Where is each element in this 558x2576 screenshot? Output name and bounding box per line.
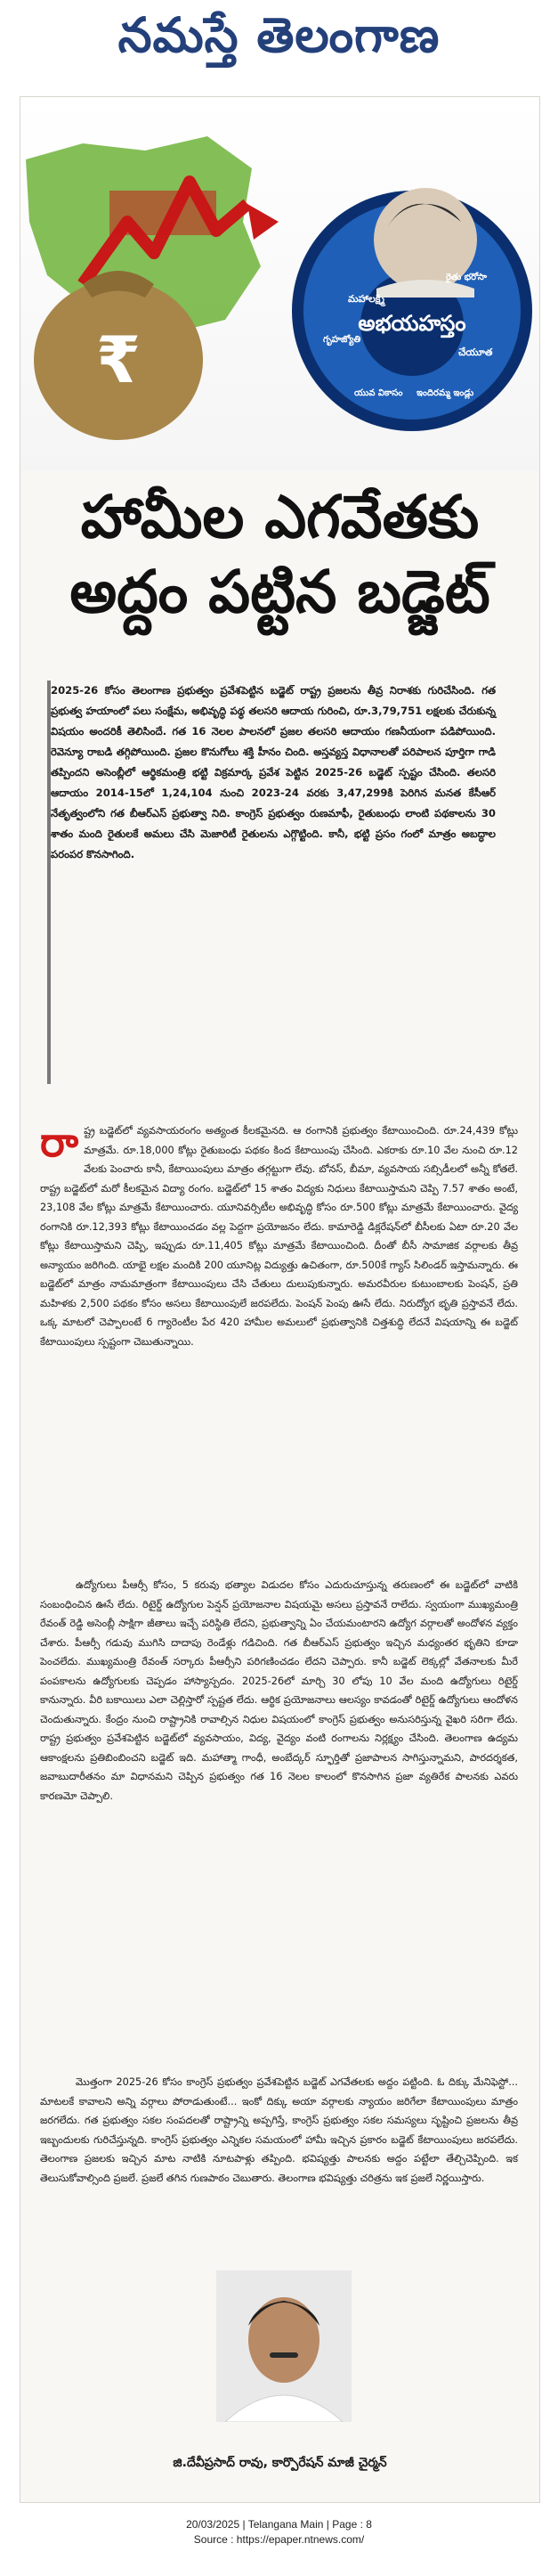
body-paragraph-2: ఉద్యోగులు పీఆర్సీ కోసం, 5 కరువు భత్యాల విడుదల కోసం ఎదురుచూస్తున్న తరుణంలో ఈ బడ్జెట్‌లో వాటికి సంబంధించిన ఊసే లేదు. రిటైర్డ్ ఉద్యోగుల పెన్షన్ ప్రయోజనాల విషయమై అసలు ప్రస్తావనే రాలేదు. స్వయంగా ముఖ్యమంత్రి రేవంత్ రెడ్డి అసెంబ్లీ సాక్షిగా జీతాలు ఇచ్చే పరిస్థితి లేదని, ప్రభుత్వాన్ని ఏం చేయమంటారని ఉద్యోగ వర్గాలతో అందోళన వ్యక్తం చేశారు. పీఆర్సీ గడువు ముగిసి దాదాపు రెండేళ్లు గడిచింది. గత బీఆర్ఎస్ ప్రభుత్వం ఇచ్చిన మధ్యంతర భృతిని కూడా పెంచలేదు. ముఖ్యమంత్రి రేవంత్ సర్కారు పీఆర్సీని పరిగణించడం లేదని చెప్పారు. కానీ బడ్జెట్ లెక్కల్లో వేతనాలకు మీరే పంపకాలను ఉద్యోగులకు చెప్పడం హాస్యాస్పదం. 2025-26లో మార్చి 30 లోపు 10 వేల మంది ఉద్యోగులు రిటైర్డ్ కానున్నారు. వీరి బకాయిలు ఎలా చెల్లిస్తారో స్పష్టత లేదు. ఆర్థిక ప్రయోజనాలు ఆలస్యం కావడంతో రిటైర్డ్ ఉద్యోగులు ఆందోళన చెందుతున్నారు. కేంద్రం నుంచి రాష్ట్రానికి రావాల్సిన నిధుల విషయంలో కాంగ్రెస్ ప్రభుత్వం అనుసరిస్తున్న వైఖరి సరిగా లేదు. రాష్ట్ర ప్రభుత్వం ప్రవేశపెట్టిన బడ్జెట్‌లో వ్యవసాయం, విద్య, వైద్యం వంటి రంగాలను నిర్లక్ష్యం చేసింది. తెలంగాణ ఉద్యమ ఆకాంక్షలను ప్రతిబింబించని బడ్జెట్ ఇది. మహాత్మా గాంధీ, అంబేద్కర్ స్ఫూర్తితో ప్రజాపాలన సాగిస్తున్నామని, పారదర్శకత, జవాబుదారీతనం మా విధానమని చెప్పిన ప్రభుత్వం గత 16 నెలల కాలంలో కొనసాగిన ప్రజా వ్యతిరేక పాలనకు ఎవరు కారణమో చెప్పాలి. bbox=[40, 1579, 518, 1802]
banner-illustration bbox=[20, 97, 539, 471]
body-paragraph-1 bbox=[40, 1118, 518, 1351]
author-byline: జి.దేవీప్రసాద్ రావు, కార్పొరేషన్ మాజీ చైర్మన్ bbox=[173, 2456, 387, 2470]
chart-arrow-head bbox=[247, 204, 279, 240]
newspaper-masthead bbox=[0, 0, 558, 82]
article-banner bbox=[20, 97, 539, 471]
paragraph-1-text: ష్ట్ర బడ్జెట్‌లో వ్యవసాయరంగం అత్యంత కీలకమైనది. ఆ రంగానికి ప్రభుత్వం కేటాయించింది. రూ.24,439 కోట్లు మాత్రమే. రూ.18,000 కోట్లు రైతుబంధు పథకం కింద కేటాయింపు చేసింది. ఎకరాకు రూ.10 వేల నుంచి రూ.12 వేలకు పెంచారు కానీ, కేటాయింపులు మాత్రం తగ్గట్టుగా లేవు. బోనస్, బీమా, వ్యవసాయ సబ్సిడీలలో అన్నీ కోతలే. రాష్ట్ర బడ్జెట్‌లో మరో కీలకమైన విద్యా రంగం. బడ్జెట్‌లో 15 శాతం విద్యకు నిధులు కేటాయిస్తామని చెప్పి 7.57 శాతం అంటే, 23,108 వేల కోట్లు మాత్రమే కేటాయించారు. యూనివర్సిటీల అభివృద్ధి కోసం రూ.500 కోట్లు మాత్రమే కేటాయించారు. వైద్య రంగానికి రూ.12,393 కోట్లు కేటాయించడం వల్ల పెద్దగా ప్రయోజనం లేదు. కామారెడ్డి డిక్లరేషన్‌లో బీసీలకు ఏటా రూ.20 వేల కోట్లు కేటాయిస్తామని చెప్పి, ఇప్పుడు రూ.11,405 కోట్లు మాత్రమే కేటాయించింది. దీంతో బీసీ సామాజిక వర్గాలకు తీవ్ర అన్యాయం జరిగింది. యాభై లక్షల మందికి 200 యూనిట్ల విద్యుత్తు ఉచితంగా, రూ.500కే గ్యాస్ సిలిండర్ ఇస్తామన్నారు. ఈ బడ్జెట్‌లో మాత్రం నామమాత్రంగా కేటాయింపులు చేసి చేతులు దులుపుకున్నారు. అమరవీరుల కుటుంబాలకు పెంషన్, ప్రతి మహిళకు 2,500 పథకం కోసం అసలు కేటాయింపులే జరపలేదు. పెంషన్ పెంపు ఊసే లేదు. నిరుద్యోగ భృతి ప్రస్తావనే లేదు. ఒక్క మాటలో చెప్పాలంటే 6 గ్యారెంటీల పేర 420 హామీల అమలులో ప్రభుత్వానికి చిత్తశుద్ధి లేదనే విషయాన్ని ఈ బడ్జెట్ కేటాయింపులు స్పష్టంగా చెబుతున్నాయి. bbox=[40, 1125, 518, 1348]
scheme-label-3: గృహజ్యోతి bbox=[323, 335, 361, 345]
scheme-label-2: రైతు భరోసా bbox=[446, 273, 488, 282]
article-headline bbox=[20, 480, 539, 630]
body-paragraph-3: మొత్తంగా 2025-26 కోసం కాంగ్రెస్ ప్రభుత్వం ప్రవేశపెట్టిన బడ్జెట్ ఎగవేతలకు అద్దం పట్టింది. ఓ దిక్కు మేనిఫెస్టో... మాటలకే కావాలని అన్ని వర్గాలు పోరాడుతుంటే... ఇంకో దిక్కు అయా వర్గాలకు న్యాయం జరిగేలా కేటాయింపులు మాత్రం జరగలేదు. గత ప్రభుత్వం సకల సంపదలతో రాష్ట్రాన్ని అప్పగిస్తే, కాంగ్రెస్ ప్రభుత్వం సకల సమస్యలు సృష్టించి ప్రజలను తీవ్ర ఇబ్బందులకు గురిచేస్తున్నది. కాంగ్రెస్ ప్రభుత్వం ఎన్నికల సమయంలో హామీ ఇచ్చిన ప్రకారం బడ్జెట్ కేటాయింపులు జరపలేదు. తెలంగాణ ప్రజలకు ఇచ్చిన మాట నాటికి నూటపాళ్లు తప్పింది. భవిష్యత్తు పాలనకు అద్దం పట్టేలా తేల్చిచెప్పింది. ఇక తెలుసుకోవాల్సింది ప్రజలే. ప్రజలే తగిన గుణపాఠం చెబుతారు. తెలంగాణ భవిష్యత్తు చరిత్రను ఇక ప్రజలే నిర్ణయిస్తారు. bbox=[40, 2076, 518, 2184]
headline-line-1: హామీల ఎగవేతకు bbox=[80, 483, 480, 551]
seal-label: అభయహస్తం bbox=[358, 311, 466, 336]
headline-line-2: అద్దం పట్టిన బడ్జెట్ bbox=[69, 558, 490, 626]
scheme-label-5: యువ వికాసం bbox=[354, 388, 403, 398]
author-portrait-icon bbox=[216, 2270, 352, 2422]
scheme-label-4: చేయూత bbox=[458, 346, 493, 358]
masthead-title: నమస్తే తెలంగాణ bbox=[117, 6, 441, 63]
scheme-label-6: ఇందిరమ్మ ఇండ్లు bbox=[416, 388, 474, 398]
footer-source-line: Source : https://epaper.ntnews.com/ bbox=[193, 2533, 365, 2546]
scheme-label-1: మహాలక్ష్మి bbox=[348, 293, 385, 305]
page-footer bbox=[0, 2517, 558, 2547]
author-photo bbox=[216, 2270, 352, 2422]
article-clipping bbox=[20, 96, 540, 2503]
article-intro: 2025-26 కోసం తెలంగాణ ప్రభుత్వం ప్రవేశపెట్టిన బడ్జెట్ రాష్ట్ర ప్రజలను తీవ్ర నిరాశకు గురిచేసింది. గత ప్రభుత్వ హయాంలో పలు సంక్షేమ, అభివృద్ధి పథ్ధ తలసరి ఆదాయ గురించి, రూ.3,79,751 లక్షలకు చేరుకున్న విషయం అందరికీ తెలిసిందే. గత 16 నెలల పాలనలో ప్రజల తలసరి ఆదాయం గణనీయంగా పడిపోయింది. రెవెన్యూ రాబడి తగ్గిపోయింది. ప్రజల కొనుగోలు శక్తి హీనం చింది. అస్తవ్యస్త విధానాలతో పరిపాలన పూర్తిగా గాడి తప్పిందని అసెంబ్లీలో ఆర్థికమంత్రి భట్టి విక్రమార్క ప్రవేశ పెట్టిన 2025-26 బడ్జెట్ స్పష్టం చేసింది. తలసరి ఆదాయం 2014-15లో 1,24,104 నుంచి 2023-24 వరకు 3,47,299కి పెరిగిన మనత కేసీఆర్ నేతృత్వంలోని గత బీఆర్ఎస్ ప్రభుత్వా నిది. కాంగ్రెస్ ప్రభుత్వం రుణమాఫీ, రైతుబంధు లాంటి పథకాలను 30 శాతం మంది రైతులకే అమలు చేసి మెజారిటీ రైతులను ఎగ్గొట్టింది. కానీ, భట్టి ప్రసం గంలో మాత్రం అబద్ధాల పరంపర కొనసాగింది. bbox=[51, 684, 496, 860]
rupee-icon: ₹ bbox=[95, 322, 142, 397]
footer-edition-line: 20/03/2025 | Telangana Main | Page : 8 bbox=[186, 2518, 372, 2531]
drop-cap: రా bbox=[40, 1118, 79, 1166]
chart-bars bbox=[109, 191, 216, 235]
